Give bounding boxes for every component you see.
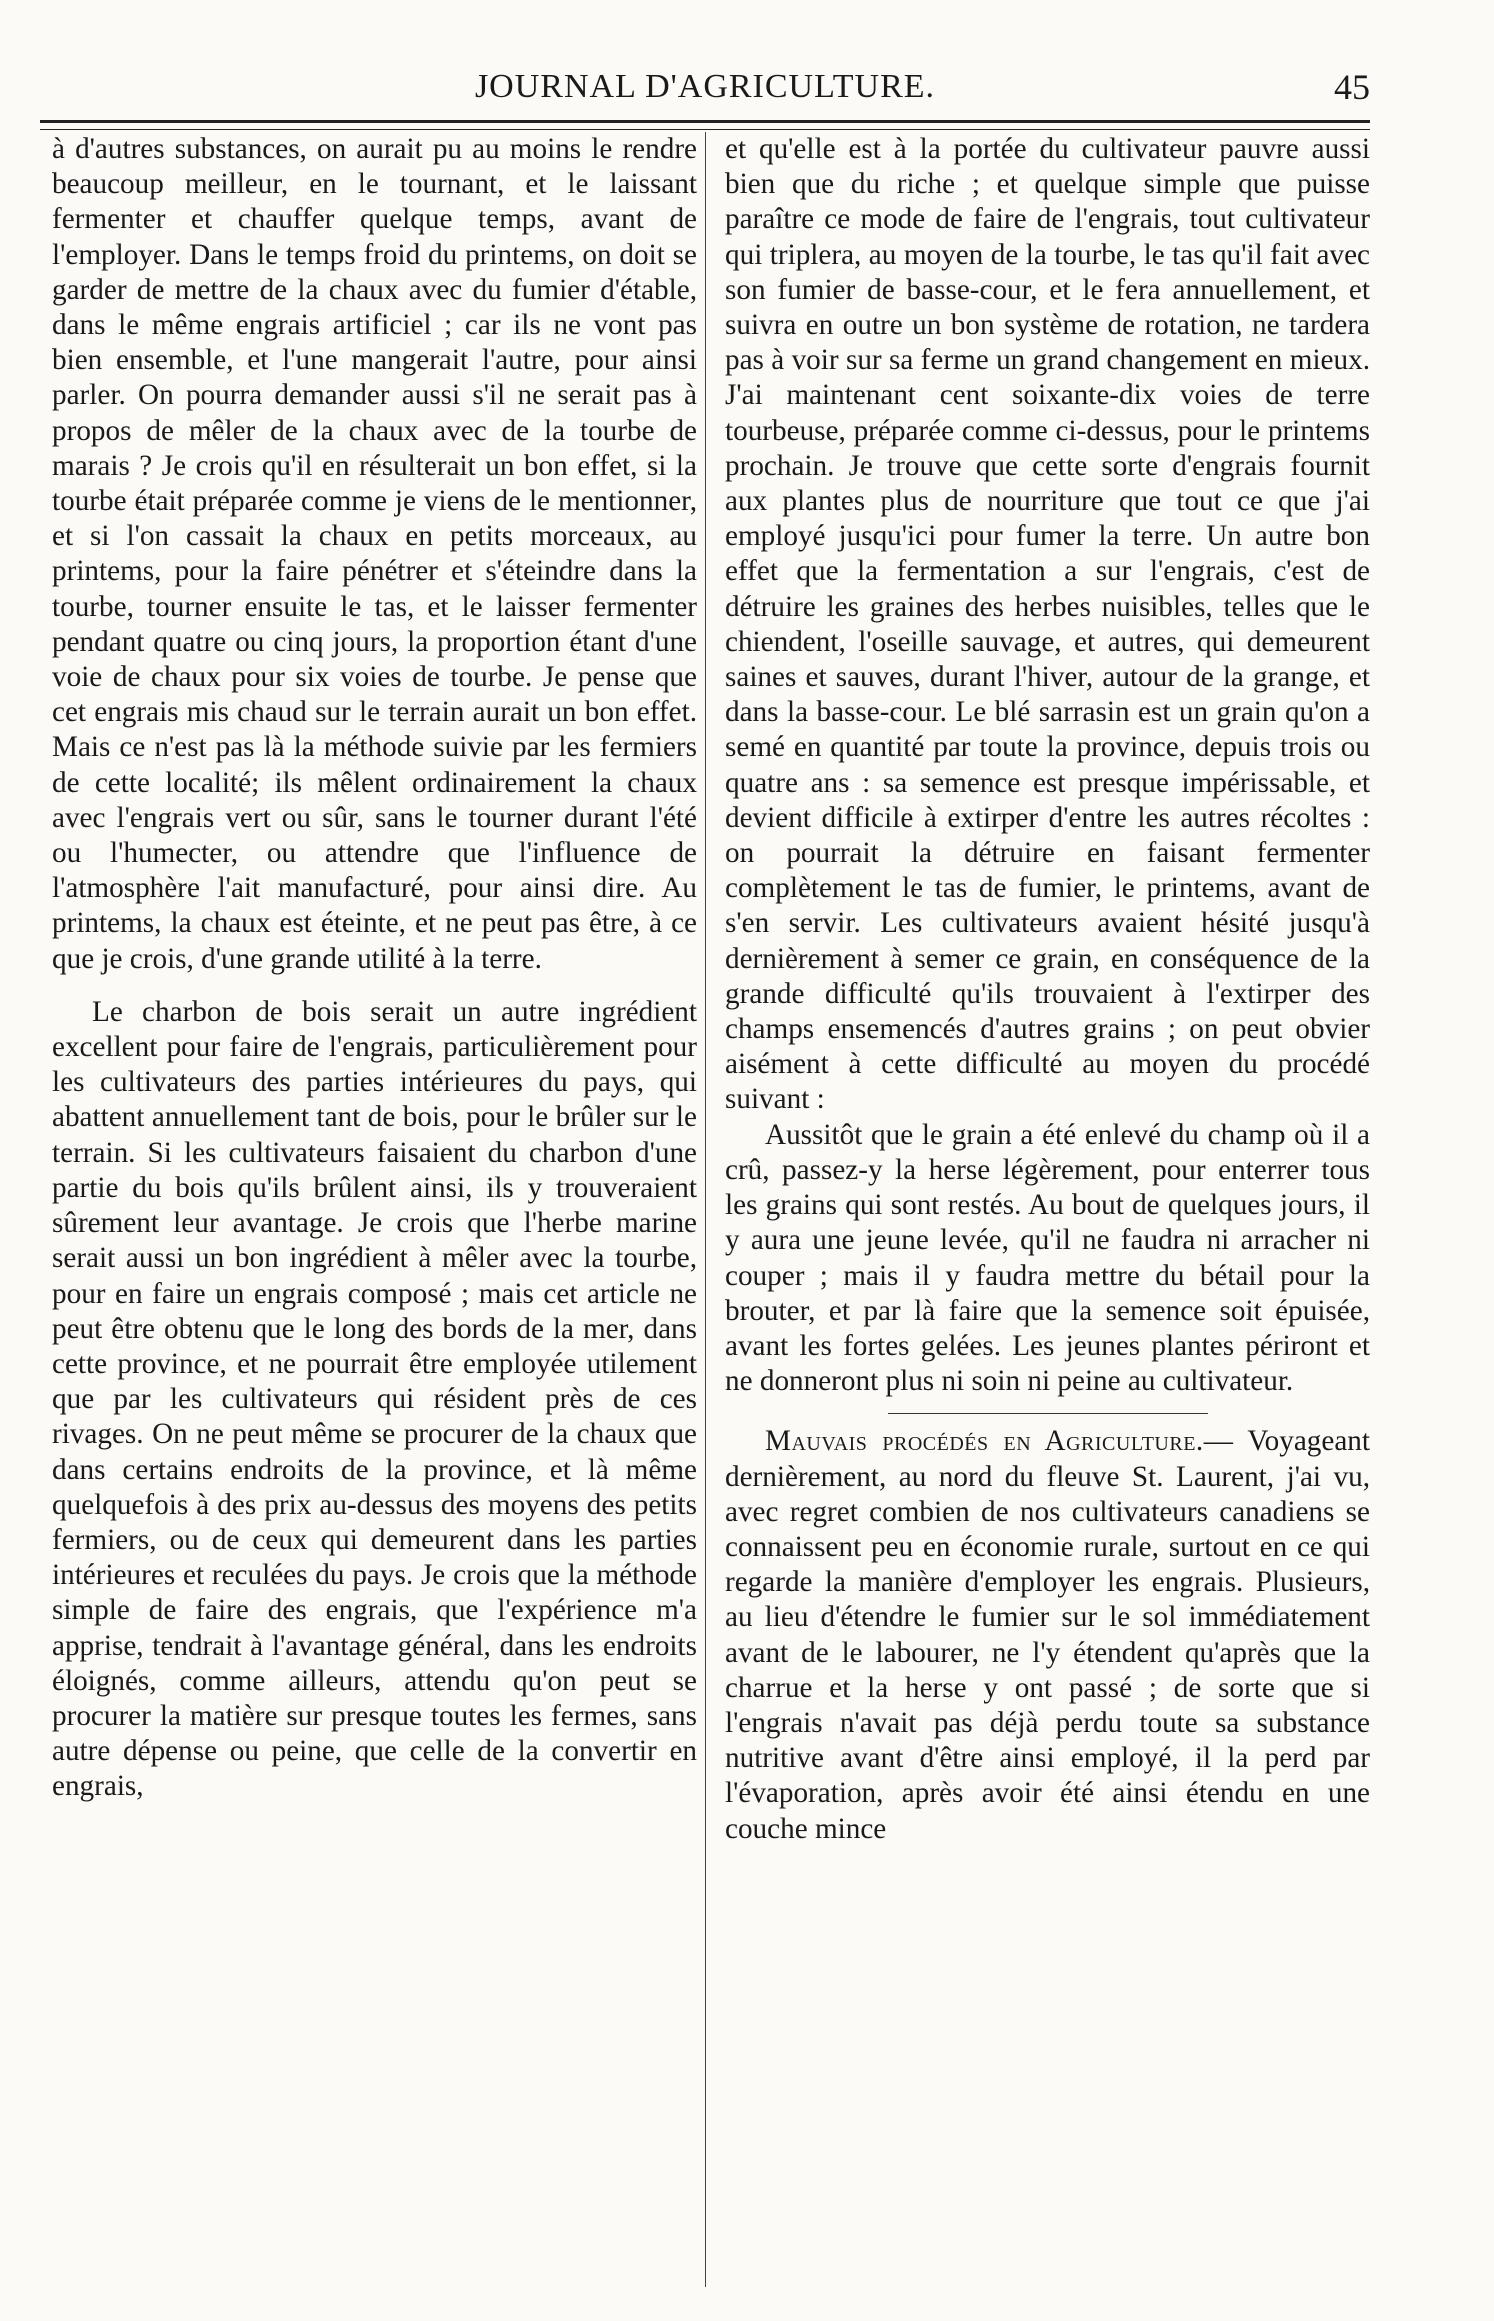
left-column: [52, 132, 697, 1805]
right-paragraph-2: Aussitôt que le grain a été enlevé du champ où il a crû, passez-y la herse légèrement, pour enterrer tous les grains qui sont restés. Au bout de quelques jours, il y aura une jeune levée, qu'il ne faudra ni arracher ni couper ; mais il y faudra mettre du bétail pour la brouter, et par là faire que la semence soit épuisée, avant les fortes gelées. Les jeunes plantes périront et ne donneront plus ni soin ni peine au cultivateur.: [725, 1118, 1370, 1398]
left-paragraph-2: Le charbon de bois serait un autre ingrédient excellent pour faire de l'engrais, particulièrement pour les cultivateurs des parties intérieures du pays, qui abattent annuellement tant de bois, pour le brûler sur le terrain. Si les cultivateurs faisaient du charbon d'une partie du bois qu'ils brûlent ainsi, ils y trouveraient sûrement leur avantage. Je crois que l'herbe marine serait aussi un bon ingrédient à mêler avec la tourbe, pour en faire un engrais composé ; mais cet article ne peut être obtenu que le long des bords de la mer, dans cette province, et ne pourrait être employée utilement que par les cultivateurs qui résident près de ces rivages. On ne peut même se procurer de la chaux que dans certains endroits de la province, et là même quelquefois à des prix au-dessus des moyens des petits fermiers, ou de ceux qui demeurent dans les parties intérieures et reculées du pays. Je crois que la méthode simple de faire des engrais, que l'expérience m'a apprise, tendrait à l'avantage général, dans les endroits éloignés, comme ailleurs, attendu qu'on peut se procurer la matière sur presque toutes les fermes, sans autre dépense ou peine, que celle de la convertir en engrais,: [52, 995, 697, 1803]
right-paragraph-3: [725, 1424, 1370, 1846]
page-number: 45: [1334, 67, 1370, 107]
section-divider: [888, 1413, 1208, 1414]
section-heading: Mauvais procédés en Agriculture.—: [765, 1425, 1234, 1458]
header-rule: [40, 120, 1370, 130]
column-divider: [705, 132, 706, 2287]
running-head: JOURNAL D'AGRICULTURE.: [474, 68, 936, 105]
right-paragraph-1: et qu'elle est à la portée du cultivateur pauvre aussi bien que du riche ; et quelque simple que puisse paraître ce mode de faire de l'engrais, tout cultivateur qui triplera, au moyen de la tourbe, le tas qu'il fait avec son fumier de basse-cour, et le fera annuellement, et suivra en outre un bon système de rotation, ne tardera pas à voir sur sa ferme un grand changement en mieux. J'ai maintenant cent soixante-dix voies de terre tourbeuse, préparée comme ci-dessus, pour le printems prochain. Je trouve que cette sorte d'engrais fournit aux plantes plus de nourriture que tout ce que j'ai employé jusqu'ici pour fumer la terre. Un autre bon effet que la fermentation a sur l'engrais, c'est de détruire les graines des herbes nuisibles, telles que le chiendent, l'oseille sauvage, et autres, qui demeurent saines et sauves, durant l'hiver, autour de la grange, et dans la basse-cour. Le blé sarrasin est un grain qu'on a semé en quantité par toute la province, depuis trois ou quatre ans : sa semence est presque impérissable, et devient difficile à extirper d'entre les autres récoltes : on pourrait la détruire en faisant fermenter complètement le tas de fumier, le printems, avant de s'en servir. Les cultivateurs avaient hésité jusqu'à dernièrement à semer ce grain, en conséquence de la grande difficulté qu'ils trouvaient à l'extirper des champs ensemencés d'autres grains ; on peut obvier aisément à cette difficulté au moyen du procédé suivant :: [725, 133, 1370, 1116]
left-paragraph-1: à d'autres substances, on aurait pu au moins le rendre beaucoup meilleur, en le tournant, et le laissant fermenter et chauffer quelque temps, avant de l'employer. Dans le temps froid du printems, on doit se garder de mettre de la chaux avec du fumier d'étable, dans le même engrais artificiel ; car ils ne vont pas bien ensemble, et l'une mangerait l'autre, pour ainsi parler. On pourra demander aussi s'il ne serait pas à propos de mêler de la chaux avec de la tourbe de marais ? Je crois qu'il en résulterait un bon effet, si la tourbe était préparée comme je viens de le mentionner, et si l'on cassait la chaux en petits morceaux, au printems, pour la faire pénétrer et s'éteindre dans la tourbe, tourner ensuite le tas, et le laisser fermenter pendant quatre ou cinq jours, la proportion étant d'une voie de chaux pour six voies de tourbe. Je pense que cet engrais mis chaud sur le terrain aurait un bon effet. Mais ce n'est pas là la méthode suivie par les fermiers de cette localité; ils mêlent ordinairement la chaux avec l'engrais vert ou sûr, sans le tourner durant l'été ou l'humecter, ou attendre que l'influence de l'atmosphère l'ait manufacturé, pour ainsi dire. Au printems, la chaux est éteinte, et ne peut pas être, à ce que je crois, d'une grande utilité à la terre.: [52, 133, 697, 975]
right-column: [725, 132, 1370, 1847]
page-header: [40, 62, 1370, 112]
section-body: Voyageant dernièrement, au nord du fleuve St. Laurent, j'ai vu, avec regret combien de nos cultivateurs canadiens se connaissent peu en économie rurale, surtout en ce qui regarde la manière d'employer les engrais. Plusieurs, au lieu d'étendre le fumier sur le sol immédiatement avant de le labourer, ne l'y étendent qu'après que la charrue et la herse y ont passé ; de sorte que si l'engrais n'avait pas déjà perdu toute sa substance nutritive avant d'être ainsi employé, il la perd par l'évaporation, après avoir été ainsi étendu en une couche mince: [725, 1425, 1370, 1845]
